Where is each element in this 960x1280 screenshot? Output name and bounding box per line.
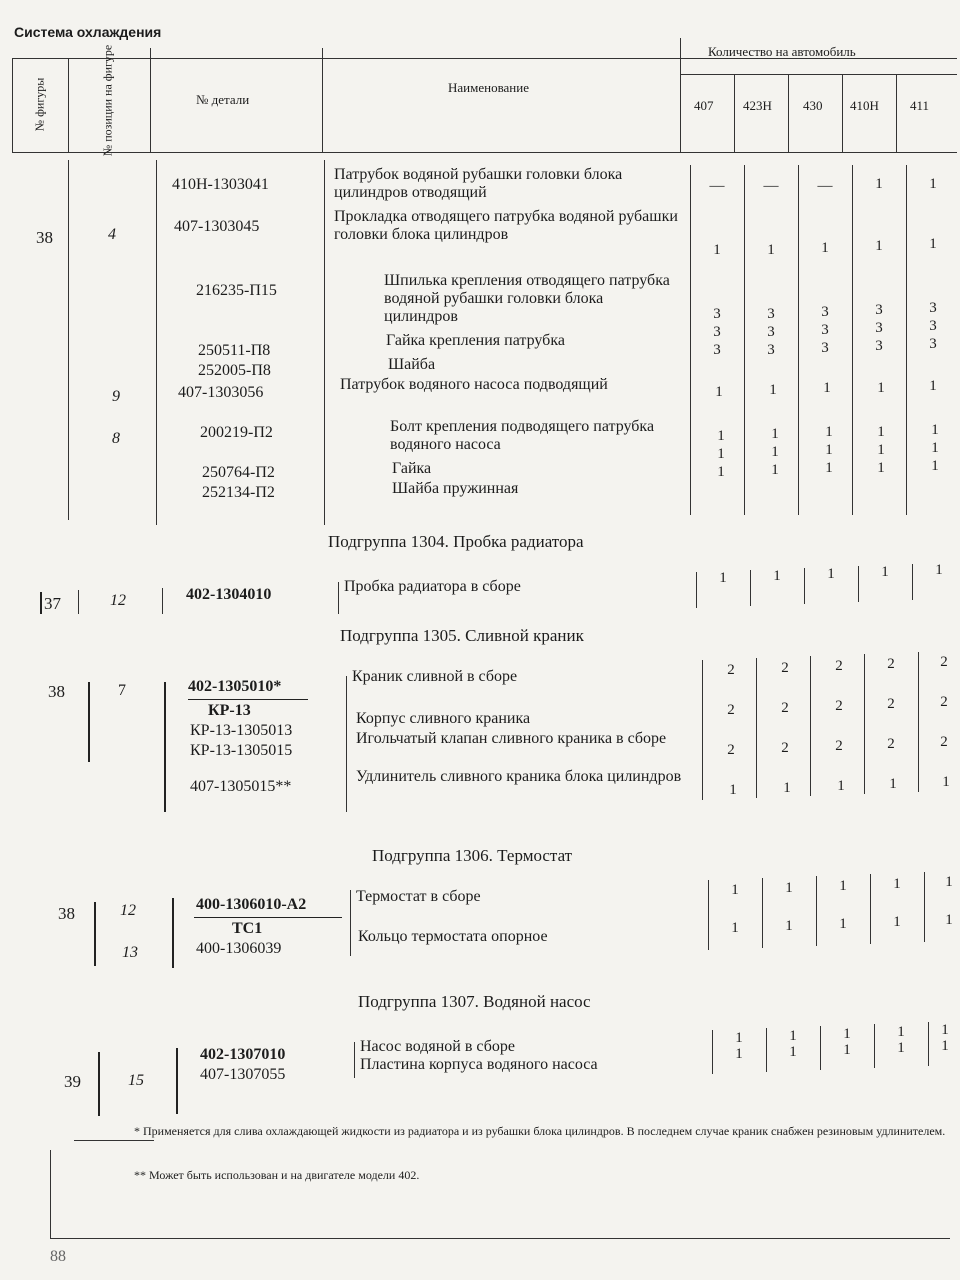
- qty-cell: 1: [719, 570, 727, 586]
- qty-cell: 1: [789, 1028, 797, 1044]
- qty-cell: —: [763, 178, 779, 194]
- header-model: 423Н: [743, 98, 772, 113]
- qty-cell: 1: [717, 464, 725, 480]
- qty-cell: 3: [713, 342, 721, 358]
- part-number: 402-1304010: [186, 586, 272, 603]
- header-qty: Количество на автомобиль: [708, 44, 856, 59]
- part-name: Игольчатый клапан сливного краника в сборе: [356, 730, 667, 747]
- qty-cell: 1: [843, 1042, 851, 1058]
- footnote: * Применяется для слива охлаждающей жидкости из радиатора и из рубашки блока цилиндров. В последнем случае краник снабжен резиновым удлинителем.: [134, 1124, 946, 1138]
- part-name: Насос водяной в сборе: [360, 1038, 515, 1055]
- qty-cell: 2: [781, 660, 789, 676]
- header-name: Наименование: [448, 80, 529, 95]
- part-name: Шайба: [388, 356, 436, 373]
- qty-cell: 1: [837, 778, 845, 794]
- qty-cell: 3: [713, 306, 721, 322]
- part-name: Шайба пружинная: [392, 480, 519, 497]
- position-number: 13: [122, 944, 138, 961]
- subgroup-title: Подгруппа 1307. Водяной насос: [358, 992, 591, 1011]
- qty-cell: 3: [821, 322, 829, 338]
- qty-cell: 2: [835, 738, 843, 754]
- qty-cell: 1: [889, 776, 897, 792]
- position-number: 12: [120, 902, 136, 919]
- qty-cell: 1: [931, 458, 939, 474]
- fig-number: 38: [36, 228, 53, 247]
- part-number: 250764-П2: [202, 464, 275, 481]
- qty-cell: 1: [893, 914, 901, 930]
- part-name: Патрубок водяного насоса подводящий: [340, 376, 608, 393]
- qty-cell: 1: [729, 782, 737, 798]
- qty-cell: 1: [785, 880, 793, 896]
- qty-cell: 2: [781, 700, 789, 716]
- qty-cell: —: [817, 178, 833, 194]
- qty-header-rule: [680, 74, 957, 75]
- qty-cell: 1: [929, 176, 937, 192]
- qty-cell: 2: [727, 702, 735, 718]
- part-name: Термостат в сборе: [356, 888, 481, 905]
- subgroup-title: Подгруппа 1304. Пробка радиатора: [328, 532, 584, 551]
- qty-cell: 1: [929, 378, 937, 394]
- qty-cell: 3: [767, 306, 775, 322]
- qty-cell: 2: [835, 658, 843, 674]
- qty-cell: 1: [877, 442, 885, 458]
- section-title: Система охлаждения: [14, 24, 162, 40]
- subgroup-title: Подгруппа 1305. Сливной краник: [340, 626, 584, 645]
- qty-cell: 1: [875, 176, 883, 192]
- header-pos: № позиции на фигуре: [100, 44, 115, 157]
- qty-cell: 1: [929, 236, 937, 252]
- qty-cell: 2: [887, 736, 895, 752]
- qty-cell: 1: [945, 874, 953, 890]
- qty-cell: 1: [783, 780, 791, 796]
- qty-cell: 1: [945, 912, 953, 928]
- qty-cell: 1: [931, 440, 939, 456]
- part-name: Болт крепления подводящего патрубка водяного насоса: [390, 418, 655, 453]
- part-name: Пробка радиатора в сборе: [344, 578, 521, 595]
- part-number: 250511-П8: [198, 342, 271, 359]
- qty-cell: 1: [821, 240, 829, 256]
- part-name: Патрубок водяной рубашки головки блока цилиндров отводящий: [334, 166, 623, 201]
- qty-cell: 1: [935, 562, 943, 578]
- qty-cell: 1: [843, 1026, 851, 1042]
- qty-cell: 2: [887, 656, 895, 672]
- header-model: 411: [910, 98, 930, 113]
- qty-cell: 1: [881, 564, 889, 580]
- page-number: 88: [50, 1248, 66, 1265]
- qty-cell: 1: [771, 462, 779, 478]
- part-name: Гайка крепления патрубка: [386, 332, 565, 349]
- qty-cell: 1: [717, 446, 725, 462]
- qty-cell: 3: [875, 338, 883, 354]
- part-name: Корпус сливного краника: [356, 710, 531, 727]
- qty-cell: 1: [875, 238, 883, 254]
- qty-cell: 2: [727, 742, 735, 758]
- position-number: 9: [112, 388, 120, 405]
- position-number: 8: [112, 430, 120, 447]
- part-number: 402-1305010*: [188, 678, 282, 695]
- qty-cell: 1: [769, 382, 777, 398]
- qty-cell: 1: [773, 568, 781, 584]
- qty-cell: 3: [929, 300, 937, 316]
- qty-cell: 1: [877, 380, 885, 396]
- qty-cell: 1: [942, 774, 950, 790]
- qty-cell: 3: [821, 340, 829, 356]
- qty-cell: 1: [893, 876, 901, 892]
- qty-cell: 1: [825, 442, 833, 458]
- qty-cell: 1: [897, 1024, 905, 1040]
- part-number: КР-13: [208, 702, 251, 719]
- part-number: 410Н-1303041: [172, 176, 269, 193]
- part-name: Кольцо термостата опорное: [358, 928, 548, 945]
- part-name: Гайка: [392, 460, 432, 477]
- qty-cell: 1: [825, 424, 833, 440]
- qty-cell: 1: [839, 916, 847, 932]
- qty-cell: 1: [731, 882, 739, 898]
- qty-cell: 1: [789, 1044, 797, 1060]
- part-number: 252134-П2: [202, 484, 275, 501]
- qty-cell: 1: [771, 444, 779, 460]
- qty-cell: 3: [929, 318, 937, 334]
- qty-cell: 1: [713, 242, 721, 258]
- part-name: Краник сливной в сборе: [352, 668, 518, 685]
- qty-cell: 2: [940, 694, 948, 710]
- header-part: № детали: [196, 92, 250, 107]
- qty-cell: 1: [877, 460, 885, 476]
- page-bottom-rule: [50, 1238, 950, 1239]
- part-name: Пластина корпуса водяного насоса: [360, 1056, 598, 1073]
- qty-cell: 3: [929, 336, 937, 352]
- qty-cell: 1: [767, 242, 775, 258]
- qty-cell: 1: [941, 1022, 949, 1038]
- qty-cell: 1: [931, 422, 939, 438]
- qty-cell: 1: [827, 566, 835, 582]
- position-number: 12: [110, 592, 126, 609]
- part-number: 400-1306010-А2: [196, 896, 307, 913]
- part-name: Шпилька крепления отводящего патрубка водяной рубашки головки блока цилиндров: [384, 272, 670, 325]
- qty-cell: 3: [875, 320, 883, 336]
- fig-number: 37: [44, 594, 61, 613]
- part-number: 200219-П2: [200, 424, 273, 441]
- position-number: 4: [108, 226, 116, 243]
- qty-cell: 2: [940, 734, 948, 750]
- qty-cell: 1: [785, 918, 793, 934]
- header-bottom-rule: [12, 152, 957, 153]
- qty-cell: 2: [727, 662, 735, 678]
- qty-cell: —: [709, 178, 725, 194]
- qty-cell: 1: [717, 428, 725, 444]
- qty-cell: 1: [897, 1040, 905, 1056]
- qty-cell: 1: [731, 920, 739, 936]
- header-fig: № фигуры: [32, 77, 47, 132]
- footnote: ** Может быть использован и на двигателе модели 402.: [134, 1168, 420, 1182]
- qty-cell: 2: [940, 654, 948, 670]
- header-model: 410Н: [850, 98, 879, 113]
- qty-cell: 1: [715, 384, 723, 400]
- qty-cell: 2: [835, 698, 843, 714]
- part-number: КР-13-1305013: [190, 722, 293, 739]
- part-number: 407-1305015**: [190, 778, 292, 795]
- footnote-rule: [74, 1140, 154, 1141]
- qty-cell: 1: [941, 1038, 949, 1054]
- qty-cell: 1: [735, 1046, 743, 1062]
- qty-cell: 1: [877, 424, 885, 440]
- part-name: Удлинитель сливного краника блока цилиндров: [356, 768, 682, 785]
- part-number: 407-1303056: [178, 384, 264, 401]
- qty-cell: 3: [767, 342, 775, 358]
- qty-cell: 3: [821, 304, 829, 320]
- qty-cell: 1: [839, 878, 847, 894]
- qty-cell: 2: [781, 740, 789, 756]
- qty-cell: 3: [713, 324, 721, 340]
- header-model: 430: [803, 98, 823, 113]
- qty-cell: 2: [887, 696, 895, 712]
- position-number: 15: [128, 1072, 144, 1089]
- part-number: 216235-П15: [196, 282, 277, 299]
- qty-cell: 3: [875, 302, 883, 318]
- position-number: 7: [118, 682, 126, 699]
- part-number: КР-13-1305015: [190, 742, 293, 759]
- fig-number: 38: [58, 904, 75, 923]
- part-number: 252005-П8: [198, 362, 271, 379]
- qty-cell: 1: [823, 380, 831, 396]
- subgroup-title: Подгруппа 1306. Термостат: [372, 846, 573, 865]
- part-name: Прокладка отводящего патрубка водяной рубашки головки блока цилиндров: [334, 208, 678, 243]
- part-number: 400-1306039: [196, 940, 282, 957]
- qty-cell: 1: [825, 460, 833, 476]
- qty-cell: 1: [735, 1030, 743, 1046]
- part-number: 402-1307010: [200, 1046, 286, 1063]
- fig-number: 39: [64, 1072, 81, 1091]
- fig-number: 38: [48, 682, 65, 701]
- header-model: 407: [694, 98, 714, 113]
- qty-cell: 1: [771, 426, 779, 442]
- part-number: ТС1: [232, 920, 263, 937]
- part-number: 407-1303045: [174, 218, 260, 235]
- qty-cell: 3: [767, 324, 775, 340]
- part-number: 407-1307055: [200, 1066, 286, 1083]
